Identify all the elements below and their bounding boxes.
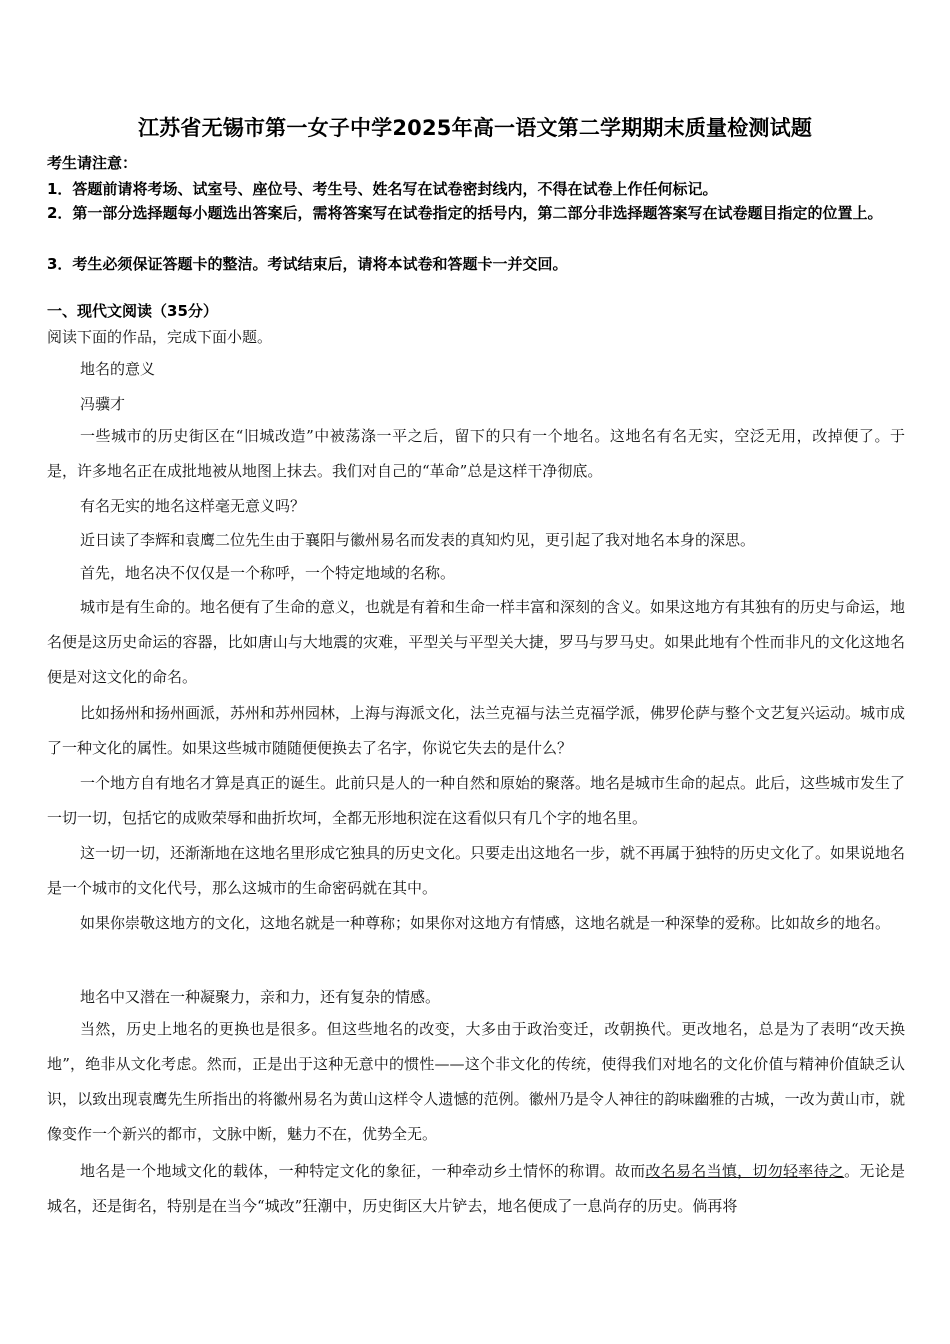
article-paragraph: 一些城市的历史街区在“旧城改造”中被荡涤一平之后，留下的只有一个地名。这地名有名无实，空泛无用，改掉便了。于是，许多地名正在成批地被从地图上抹去。我们对自己的“革命”总是这样干净彻底。 xyxy=(47,427,905,480)
article-paragraph: 比如扬州和扬州画派，苏州和苏州园林，上海与海派文化，法兰克福与法兰克福学派，佛罗伦萨与整个文艺复兴运动。城市成了一种文化的属性。如果这些城市随随便便换去了名字，你说它失去的是什么？ xyxy=(47,704,906,757)
notice-item: 1．答题前请将考场、试室号、座位号、考生号、姓名写在试卷密封线内，不得在试卷上作任何标记。 xyxy=(47,180,718,198)
notice-item: 2．第一部分选择题每小题选出答案后，需将答案写在试卷指定的括号内，第二部分非选择题答案写在试卷题目指定的位置上。 xyxy=(47,204,883,222)
underlined-phrase: 改名易名当慎，切勿轻率待之 xyxy=(645,1162,845,1180)
section-instruction: 阅读下面的作品，完成下面小题。 xyxy=(47,328,273,346)
article-paragraph: 一个地方自有地名才算是真正的诞生。此前只是人的一种自然和原始的聚落。地名是城市生命的起点。此后，这些城市发生了一切一切，包括它的成败荣辱和曲折坎坷，全都无形地积淀在这看似只有几个字的地名里。 xyxy=(47,774,906,827)
exam-title: 江苏省无锡市第一女子中学2025年高一语文第二学期期末质量检测试题 xyxy=(137,116,813,140)
section-heading: 一、现代文阅读（35分） xyxy=(47,302,218,320)
article-paragraph-last xyxy=(47,1154,905,1224)
notice-item: 3．考生必须保证答题卡的整洁。考试结束后，请将本试卷和答题卡一并交回。 xyxy=(47,255,568,273)
article-author: 冯骥才 xyxy=(80,395,126,413)
article-paragraph: 近日读了李辉和袁鹰二位先生由于襄阳与徽州易名而发表的真知灼见，更引起了我对地名本身的深思。 xyxy=(80,531,756,549)
paragraph-text: 地名是一个地域文化的载体，一种特定文化的象征，一种牵动乡土情怀的称谓。故而 xyxy=(80,1162,646,1180)
article-paragraph: 首先，地名决不仅仅是一个称呼，一个特定地域的名称。 xyxy=(80,564,456,582)
article-paragraph: 有名无实的地名这样毫无意义吗？ xyxy=(80,497,306,515)
article-paragraph: 当然，历史上地名的更换也是很多。但这些地名的改变，大多由于政治变迁，改朝换代。更改地名，总是为了表明“改天换地”，绝非从文化考虑。然而，正是出于这种无意中的惯性——这个非文化的传统，使得我们对地名的文化价值与精神价值缺乏认识，以致出现袁鹰先生所指出的将徽州易名为黄山这样令人遗憾的范例。徽州乃是令人神往的韵味幽雅的古城，一改为黄山市，就像变作一个新兴的都市，文脉中断，魅力不在，优势全无。 xyxy=(47,1020,905,1143)
article-paragraph: 地名中又潜在一种凝聚力，亲和力，还有复杂的情感。 xyxy=(80,988,441,1006)
article-title: 地名的意义 xyxy=(80,360,156,378)
paragraph-text: 。无论是城名，还是街名，特别是在当今“城改”狂潮中，历史街区大片铲去，地名便成了一息尚存的历史。倘再将 xyxy=(47,1162,905,1215)
notice-heading: 考生请注意： xyxy=(47,154,138,172)
article-paragraph: 如果你崇敬这地方的文化，这地名就是一种尊称；如果你对这地方有情感，这地名就是一种深挚的爱称。比如故乡的地名。 xyxy=(80,914,891,932)
article-paragraph: 这一切一切，还渐渐地在这地名里形成它独具的历史文化。只要走出这地名一步，就不再属于独特的历史文化了。如果说地名是一个城市的文化代号，那么这城市的生命密码就在其中。 xyxy=(47,844,906,897)
article-paragraph: 城市是有生命的。地名便有了生命的意义，也就是有着和生命一样丰富和深刻的含义。如果这地方有其独有的历史与命运，地名便是这历史命运的容器，比如唐山与大地震的灾难，平型关与平型关大捷，罗马与罗马史。如果此地有个性而非凡的文化这地名便是对这文化的命名。 xyxy=(47,598,906,686)
